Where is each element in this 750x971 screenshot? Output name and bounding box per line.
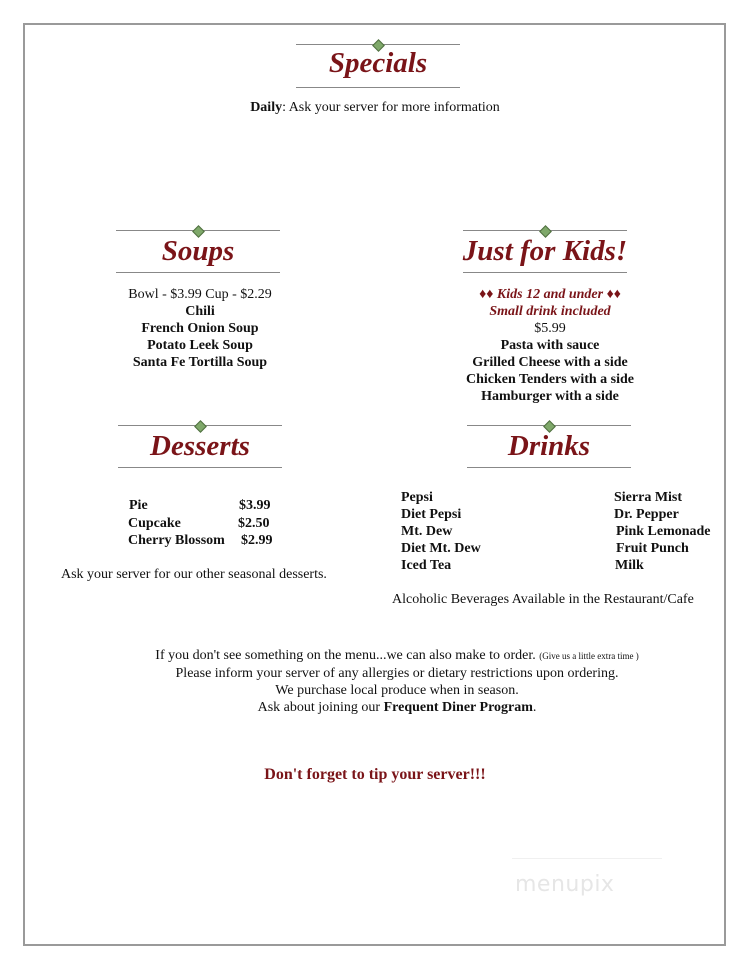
specials-daily — [0, 99, 750, 116]
kids-item: Pasta with sauce — [500, 338, 600, 353]
desserts-title: Desserts — [150, 430, 250, 462]
daily-label: Daily — [250, 100, 283, 115]
specials-header — [296, 40, 460, 90]
footer-line-1-text: If you don't see something on the menu...we can also make to order. — [155, 648, 540, 663]
kids-item: Hamburger with a side — [481, 389, 619, 404]
menu-frame — [23, 23, 726, 946]
dessert-price: $2.99 — [241, 533, 273, 548]
tip-reminder: Don't forget to tip your server!!! — [264, 766, 486, 783]
dessert-name: Cherry Blossom — [128, 533, 225, 548]
footer-line-2: Please inform your server of any allergies or dietary restrictions upon ordering. — [175, 666, 619, 681]
kids-age-note: ♦♦ Kids 12 and under ♦♦ — [479, 287, 621, 302]
drink-item: Fruit Punch — [616, 541, 689, 556]
soup-item: Santa Fe Tortilla Soup — [132, 355, 268, 370]
footer-notes — [0, 647, 750, 716]
footer-line-1-small: (Give us a little extra time ) — [539, 651, 639, 661]
desserts-note: Ask your server for our other seasonal desserts. — [61, 567, 327, 582]
drink-item: Milk — [615, 558, 644, 573]
dessert-name: Pie — [129, 498, 148, 513]
desserts-header — [118, 421, 282, 471]
drinks-note: Alcoholic Beverages Available in the Restaurant/Cafe — [392, 592, 694, 607]
menupix-watermark: menupix — [515, 872, 615, 897]
drinks-title: Drinks — [507, 430, 591, 462]
kids-item: Grilled Cheese with a side — [472, 355, 628, 370]
dessert-price: $2.50 — [238, 516, 270, 531]
footer-line-4 — [0, 699, 750, 716]
watermark-divider — [512, 858, 662, 859]
drink-item: Pink Lemonade — [616, 524, 711, 539]
drink-item: Iced Tea — [401, 558, 452, 573]
soup-item: Potato Leek Soup — [147, 338, 253, 353]
footer-line-3: We purchase local produce when in season. — [275, 683, 519, 698]
drink-item: Diet Pepsi — [401, 507, 462, 522]
drink-item: Dr. Pepper — [614, 507, 679, 522]
soups-price-line: Bowl - $3.99 Cup - $2.29 — [128, 287, 272, 302]
drink-item: Pepsi — [401, 490, 433, 505]
kids-list — [430, 286, 670, 405]
drink-item: Sierra Mist — [614, 490, 683, 505]
kids-item: Chicken Tenders with a side — [465, 372, 635, 387]
drink-item: Mt. Dew — [401, 524, 453, 539]
soups-list — [100, 286, 300, 371]
dessert-price: $3.99 — [239, 498, 271, 513]
kids-header — [463, 226, 627, 276]
footer-line-4-prefix: Ask about joining our — [257, 700, 384, 715]
daily-text: : Ask your server for more information — [282, 100, 500, 115]
drink-item: Diet Mt. Dew — [401, 541, 481, 556]
dessert-name: Cupcake — [128, 516, 181, 531]
kids-drink-note: Small drink included — [489, 304, 611, 319]
footer-line-4-suffix: . — [532, 700, 537, 715]
soup-item: French Onion Soup — [141, 321, 259, 336]
frequent-diner-program: Frequent Diner Program — [383, 700, 533, 715]
kids-title: Just for Kids! — [462, 235, 628, 267]
soups-title: Soups — [161, 235, 235, 267]
drinks-header — [467, 421, 631, 471]
footer-line-1 — [0, 647, 750, 665]
kids-price: $5.99 — [534, 321, 566, 336]
soup-item: Chili — [185, 304, 215, 319]
soups-header — [116, 226, 280, 276]
specials-title: Specials — [328, 47, 428, 79]
